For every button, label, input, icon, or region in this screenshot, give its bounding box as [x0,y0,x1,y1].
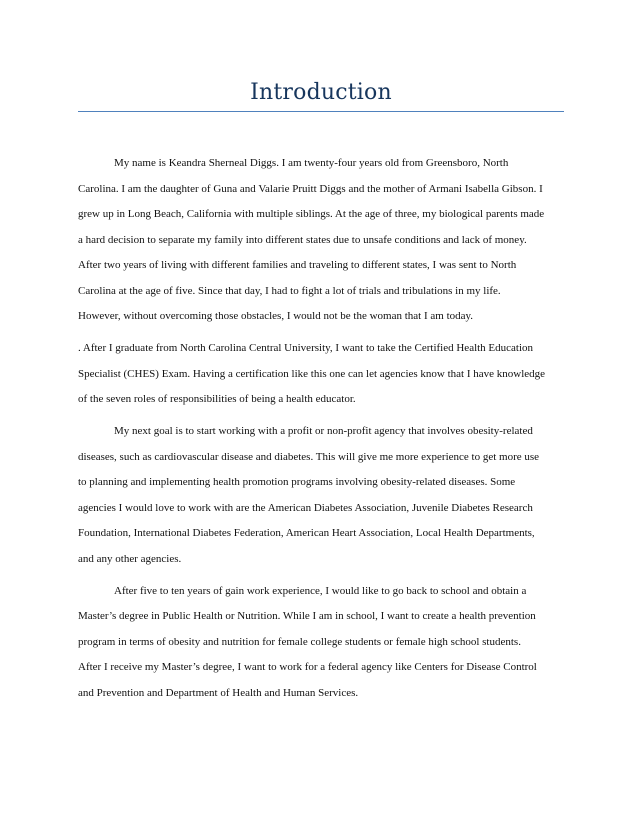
text-line: to planning and implementing health promotion programs involving obesity-related diseases. Some [78,476,516,488]
text-line: and any other agencies. [78,552,182,565]
text-line: After I receive my Master’s degree, I want to work for a federal agency like Centers for Disease Control [78,661,537,673]
text-line: Master’s degree in Public Health or Nutrition. While I am in school, I want to create a health prevention [78,610,536,622]
text-line: Carolina. I am the daughter of Guna and Valarie Pruitt Diggs and the mother of Armani Isabella Gibson. I [78,182,543,195]
text-line: a hard decision to separate my family into different states due to unsafe conditions and lack of money. [78,233,527,246]
text-line: Specialist (CHES) Exam. Having a certification like this one can let agencies know that I have knowledge [78,367,546,380]
text-line: agencies I would love to work with are the American Diabetes Association, Juvenile Diabetes Research [78,501,533,514]
text-line: program in terms of obesity and nutrition for female college students or female high school students. [78,635,521,648]
text-line: After two years of living with different families and traveling to different states, I was sent to North [78,259,517,271]
text-line: Foundation, International Diabetes Federation, American Heart Association, Local Health Departments, [78,527,535,539]
title-underline [78,111,564,112]
text-line: diseases, such as cardiovascular disease and diabetes. This will give me more experience to get more use [78,450,540,463]
document-body [78,151,564,706]
text-line: . After I graduate from North Carolina Central University, I want to take the Certified Health Education [78,342,534,354]
paragraph-4 [78,579,564,707]
text-line: Carolina at the age of five. Since that day, I had to fight a lot of trials and tribulations in my life. [78,284,501,297]
page-title: Introduction [250,80,392,105]
text-line: After five to ten years of gain work experience, I would like to go back to school and obtain a [114,584,527,597]
paragraph-3 [78,419,564,572]
text-line: and Prevention and Department of Health and Human Services. [78,686,359,699]
text-line: grew up in Long Beach, California with multiple siblings. At the age of three, my biological parents made [78,208,545,220]
paragraph-1 [78,151,564,330]
text-line: My next goal is to start working with a profit or non-profit agency that involves obesity-related [114,425,533,437]
text-line: However, without overcoming those obstacles, I would not be the woman that I am today. [78,310,474,322]
text-line: My name is Keandra Sherneal Diggs. I am twenty-four years old from Greensboro, North [114,157,509,169]
paragraph-2 [78,336,564,413]
text-line: of the seven roles of responsibilities of being a health educator. [78,393,356,405]
